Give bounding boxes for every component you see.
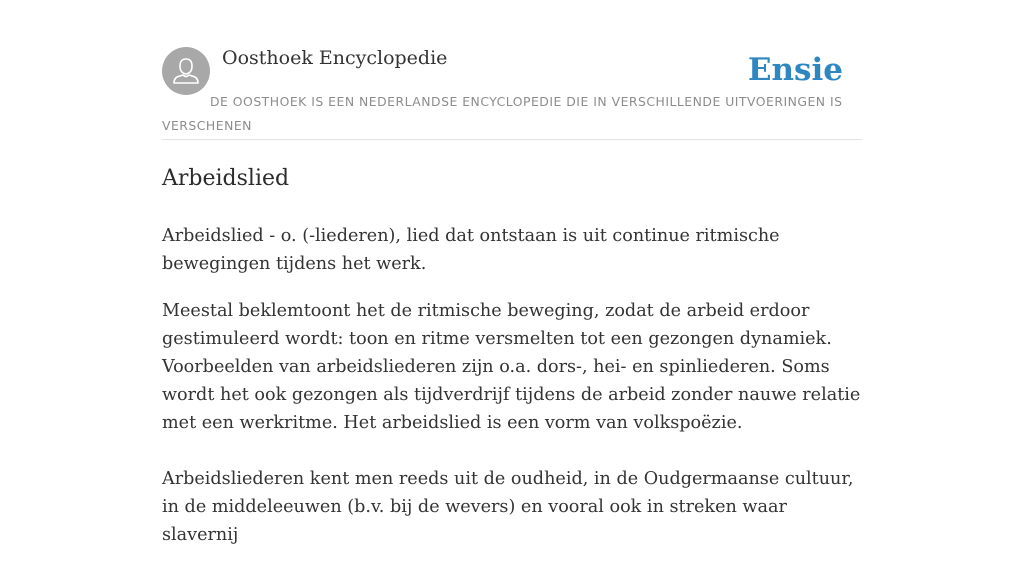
article-paragraph-description: Meestal beklemtoont het de ritmische beweging, zodat de arbeid erdoor gestimuleerd wordt: toon en ritme versmelten tot een gezongen dynamiek. Voorbeelden van arbeidsliederen zijn o.a. dors-, hei- en spinliederen. Soms wordt het ook gezongen als tijdverdrijf tijdens de arbeid zonder nauwe relatie met een werkritme. Het arbeidslied is een vorm van volkspoëzie. bbox=[162, 301, 861, 433]
source-description: DE OOSTHOEK IS EEN NEDERLANDSE ENCYCLOPEDIE DIE IN VERSCHILLENDE UITVOERINGEN IS VERSCHENEN bbox=[162, 94, 843, 133]
article-paragraph-definition: Arbeidslied - o. (-liederen), lied dat ontstaan is uit continue ritmische bewegingen tijdens het werk. bbox=[162, 226, 780, 274]
source-header bbox=[162, 46, 862, 140]
article bbox=[162, 160, 862, 568]
paragraph-spacer bbox=[162, 456, 862, 465]
user-silhouette-icon[interactable] bbox=[162, 47, 210, 95]
article-paragraph-history: Arbeidsliederen kent men reeds uit de oudheid, in de Oudgermaanse cultuur, in de middeleeuwen (b.v. bij de wevers) en vooral ook in streken waar slavernij bbox=[162, 469, 854, 545]
source-name-link[interactable]: Oosthoek Encyclopedie bbox=[222, 47, 448, 69]
ensie-logo-link[interactable]: Ensie bbox=[747, 52, 843, 88]
avatar-graphic bbox=[162, 47, 210, 95]
article-title: Arbeidslied bbox=[162, 166, 290, 191]
